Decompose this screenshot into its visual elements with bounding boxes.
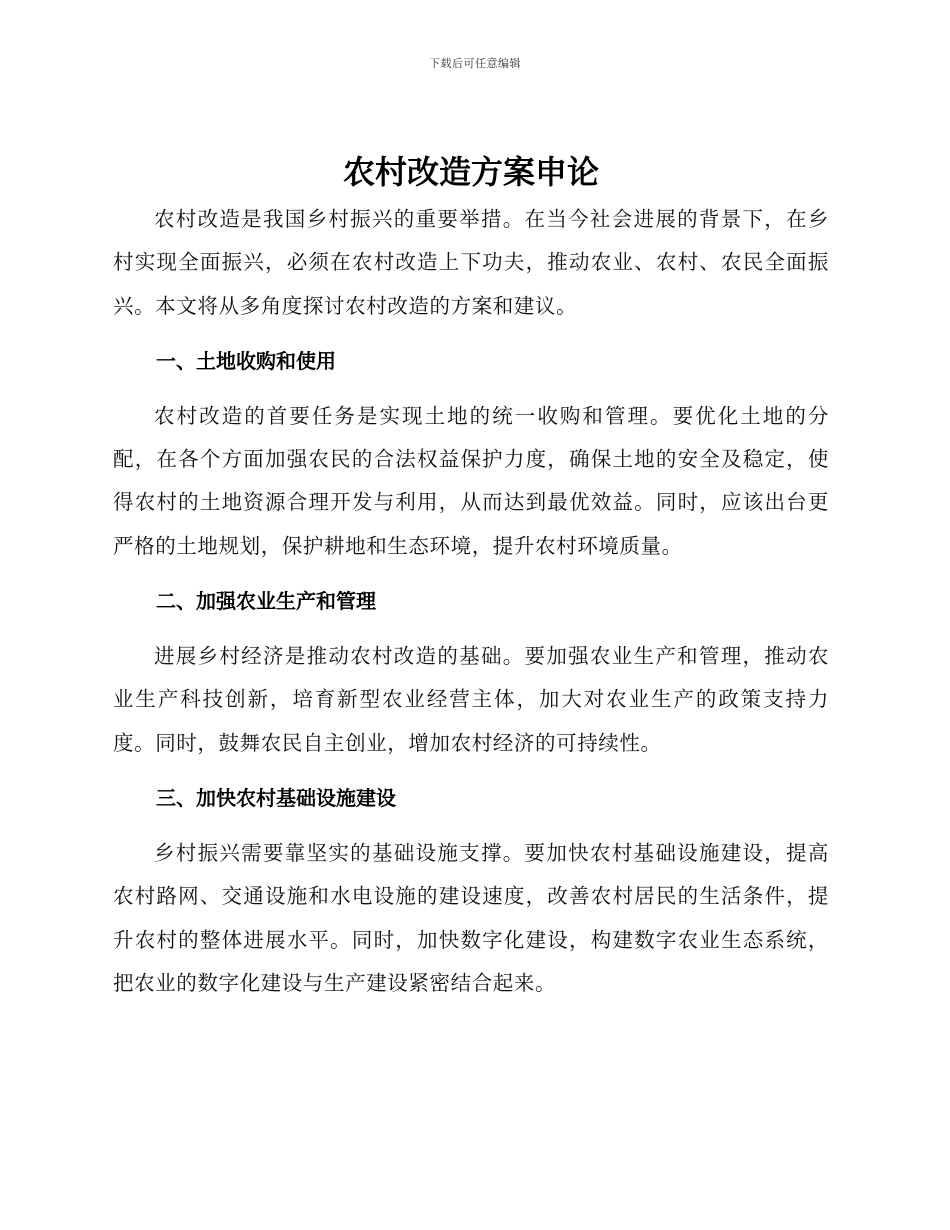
document-body	[113, 150, 829, 1005]
section-heading-land: 一、土地收购和使用	[156, 348, 336, 373]
section-heading-infrastructure: 三、加快农村基础设施建设	[156, 785, 396, 810]
section-paragraph-infrastructure: 乡村振兴需要靠坚实的基础设施支撑。要加快农村基础设施建设，提高农村路网、交通设施和水电设施的建设速度，改善农村居民的生活条件，提升农村的整体进展水平。同时，加快数字化建设，构建数字农业生态系统，把农业的数字化建设与生产建设紧密结合起来。	[113, 840, 829, 995]
intro-paragraph: 农村改造是我国乡村振兴的重要举措。在当今社会进展的背景下，在乡村实现全面振兴，必须在农村改造上下功夫，推动农业、农村、农民全面振兴。本文将从多角度探讨农村改造的方案和建议。	[113, 207, 829, 318]
section-heading-agriculture: 二、加强农业生产和管理	[156, 589, 376, 614]
section-paragraph-land: 农村改造的首要任务是实现土地的统一收购和管理。要优化土地的分配，在各个方面加强农民的合法权益保护力度，确保土地的安全及稳定，使得农村的土地资源合理开发与利用，从而达到最优效益。同时，应该出台更严格的土地规划，保护耕地和生态环境，提升农村环境质量。	[113, 403, 829, 558]
page-header-note: 下载后可任意编辑	[429, 57, 521, 70]
document-title: 农村改造方案申论	[342, 153, 599, 191]
section-paragraph-agriculture: 进展乡村经济是推动农村改造的基础。要加强农业生产和管理，推动农业生产科技创新，培育新型农业经营主体，加大对农业生产的政策支持力度。同时，鼓舞农民自主创业，增加农村经济的可持续性。	[113, 644, 829, 755]
